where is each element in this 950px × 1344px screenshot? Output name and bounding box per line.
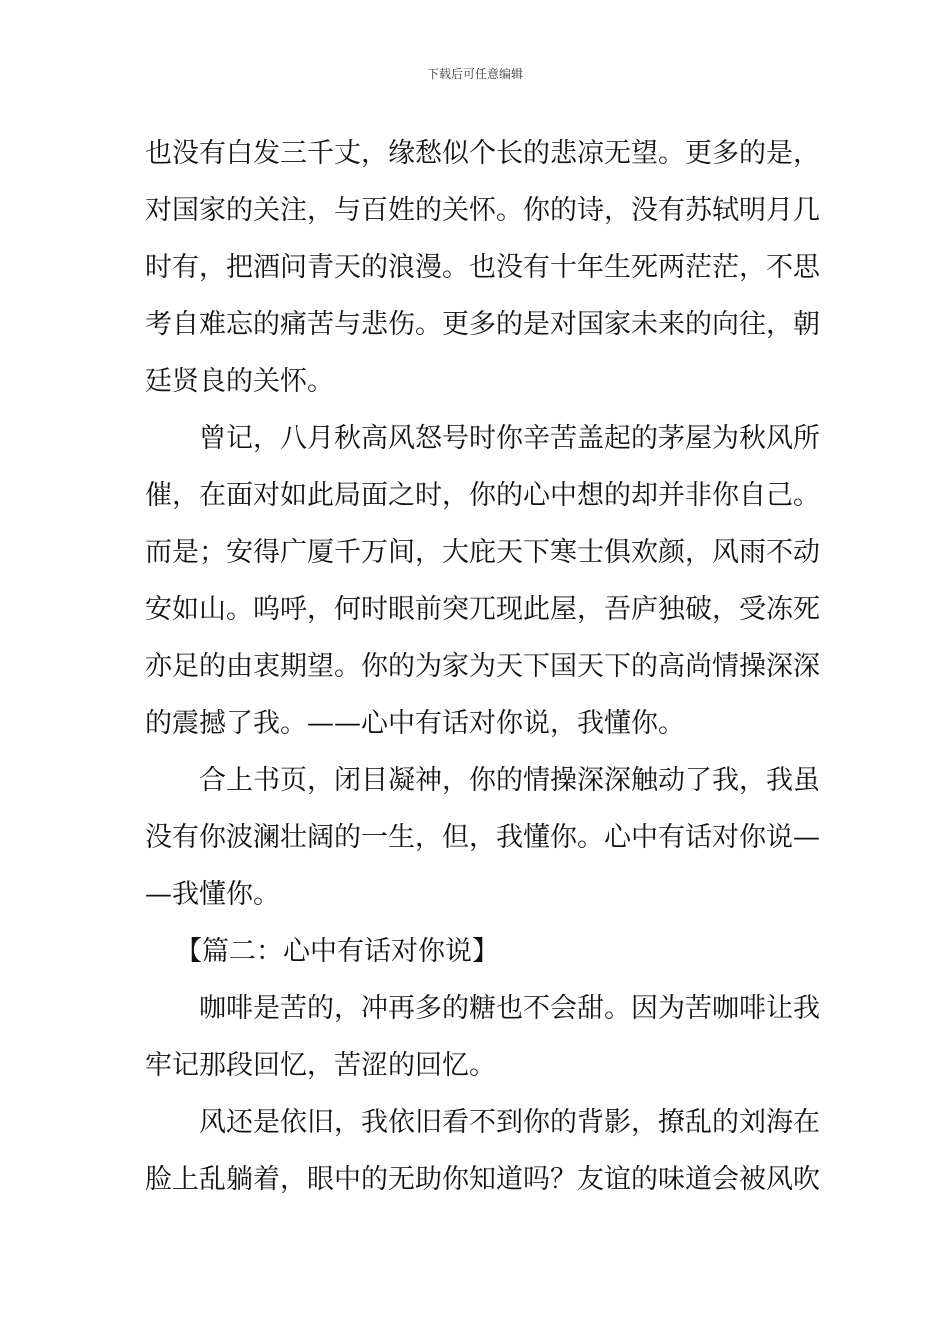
- text-line: 也没有白发三千丈，缘愁似个长的悲凉无望。更多的是，: [145, 138, 820, 169]
- text-line: 亦足的由衷期望。你的为家为天下国天下的高尚情操深深: [145, 651, 820, 682]
- paragraph-first-line: 曾记，八月秋高风怒号时你辛苦盖起的茅屋为秋风所: [199, 423, 820, 454]
- text-line: 催，在面对如此局面之时，你的心中想的却并非你自己。: [145, 480, 820, 511]
- text-line: —我懂你。: [145, 879, 280, 910]
- paragraph-first-line: 合上书页，闭目凝神，你的情操深深触动了我，我虽: [199, 765, 820, 796]
- text-line: 廷贤良的关怀。: [145, 366, 334, 397]
- page-header: 下载后可任意编辑: [426, 67, 523, 81]
- text-line: 对国家的关注，与百姓的关怀。你的诗，没有苏轼明月几: [145, 195, 820, 226]
- text-line: 牢记那段回忆，苦涩的回忆。: [145, 1050, 496, 1081]
- text-line: 而是；安得广厦千万间，大庇天下寒士俱欢颜，风雨不动: [145, 537, 820, 568]
- text-line: 没有你波澜壮阔的一生，但，我懂你。心中有话对你说—: [145, 822, 820, 853]
- text-line: 脸上乱躺着，眼中的无助你知道吗？友谊的味道会被风吹: [145, 1164, 820, 1195]
- section-heading: 【篇二：心中有话对你说】: [175, 936, 499, 967]
- text-line: 的震撼了我。——心中有话对你说，我懂你。: [145, 708, 685, 739]
- text-line: 时有，把酒问青天的浪漫。也没有十年生死两茫茫，不思: [145, 252, 820, 283]
- text-line: 安如山。呜呼，何时眼前突兀现此屋，吾庐独破，受冻死: [145, 594, 820, 625]
- paragraph-first-line: 咖啡是苦的，冲再多的糖也不会甜。因为苦咖啡让我: [199, 993, 820, 1024]
- text-line: 考自难忘的痛苦与悲伤。更多的是对国家未来的向往，朝: [145, 309, 820, 340]
- paragraph-first-line: 风还是依旧，我依旧看不到你的背影，撩乱的刘海在: [199, 1107, 820, 1138]
